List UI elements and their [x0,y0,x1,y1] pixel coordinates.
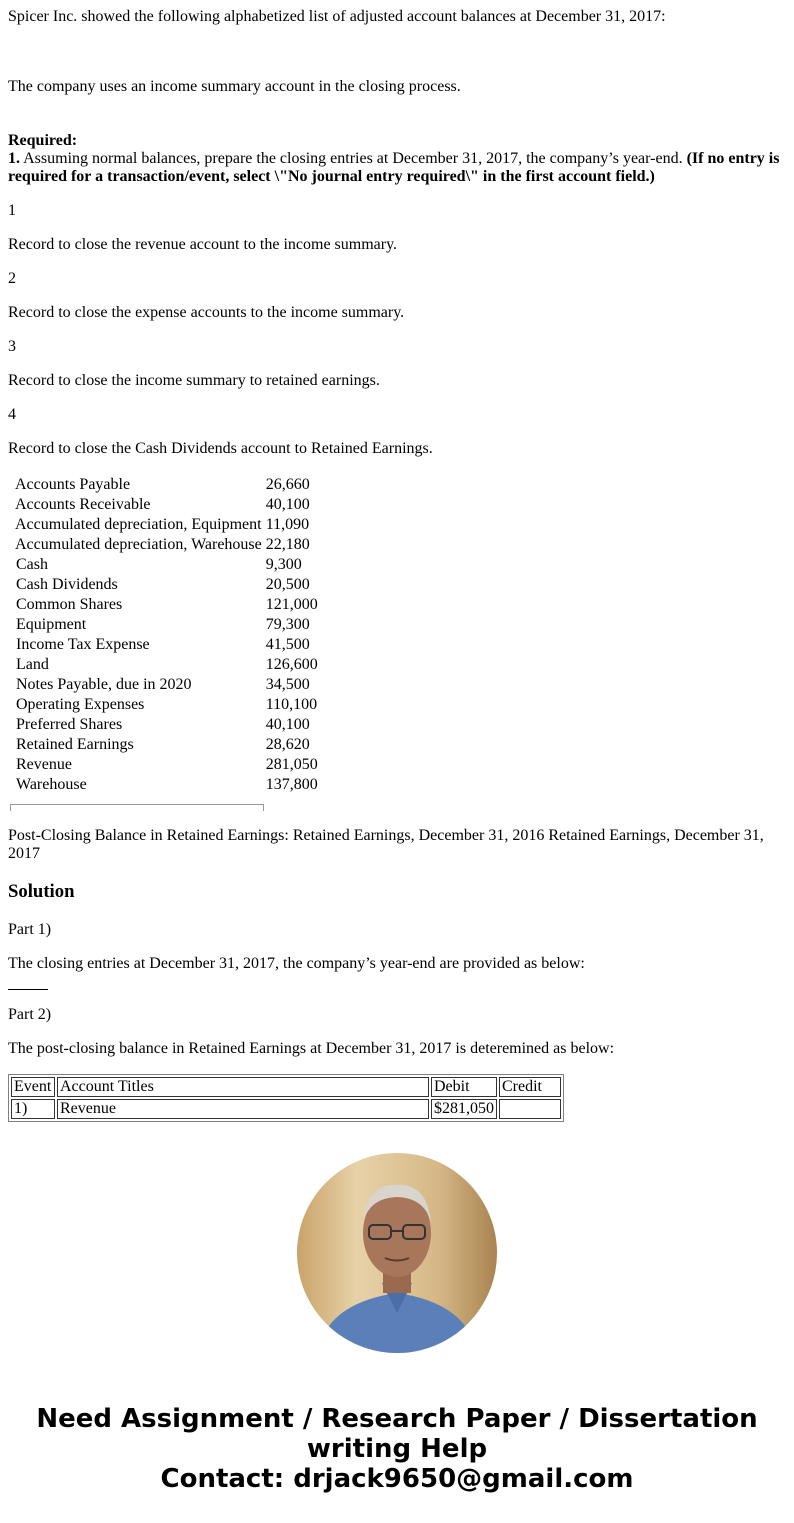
step-text: Record to close the expense accounts to the income summary. [8,304,405,321]
balance-row [10,676,319,694]
step-number: 1 [8,202,16,219]
part2-label: Part 2) [8,1006,52,1023]
balance-row [10,656,319,674]
account-name: Accumulated depreciation, Equipment [15,516,262,533]
account-amount: 40,100 [265,716,310,733]
account-name: Income Tax Expense [16,636,150,653]
account-name: Equipment [16,616,87,633]
promo-section [0,1122,794,1523]
header-debit: Debit [431,1077,497,1097]
account-name: Land [16,656,49,673]
balance-row [10,756,319,774]
balance-row [10,616,319,634]
table-row [11,1099,561,1119]
account-name: Accumulated depreciation, Warehouse [15,536,262,553]
account-amount: 126,600 [265,656,318,673]
account-amount: 26,660 [265,476,310,493]
document-body [8,0,788,1122]
balance-row [10,696,319,714]
account-name: Preferred Shares [16,716,123,733]
cell-credit [499,1099,561,1119]
balance-row [10,476,319,494]
cell-event: 1) [11,1099,55,1119]
closing-note: The company uses an income summary account in the closing process. [8,78,461,95]
solution-heading: Solution [8,881,75,902]
header-credit: Credit [499,1077,561,1097]
account-amount: 22,180 [265,536,310,553]
step-number: 4 [8,406,16,423]
promo-line-2: writing Help [306,1434,488,1464]
account-amount: 28,620 [265,736,310,753]
account-amount: 110,100 [265,696,318,713]
balance-row [10,536,319,554]
account-amount: 137,800 [265,776,318,793]
account-name: Retained Earnings [16,736,134,753]
account-amount: 11,090 [265,516,310,533]
profile-photo [297,1153,497,1353]
step-number: 2 [8,270,16,287]
balance-row [10,636,319,654]
balance-row [10,556,319,574]
account-name: Accounts Receivable [15,496,151,513]
account-name: Accounts Payable [15,476,131,493]
account-amount: 34,500 [265,676,310,693]
post-closing-text: Post-Closing Balance in Retained Earnings: Retained Earnings, December 31, 2016 Retained Earnings, December 31, 2017 [8,827,764,862]
account-name: Cash Dividends [16,576,118,593]
required-block [8,132,788,186]
cell-account: Revenue [57,1099,429,1119]
account-amount: 121,000 [265,596,318,613]
promo-line-1: Need Assignment / Research Paper / Dissertation [36,1404,758,1434]
balance-row [10,716,319,734]
promo-footer [0,1404,794,1494]
req1-instruction: (If no entry is required for a transaction/event, select \"No journal entry required\" in the first account field.) [8,150,780,185]
part1-label: Part 1) [8,921,52,938]
horizontal-scrollbar[interactable] [10,804,264,811]
account-amount: 41,500 [265,636,310,653]
account-name: Notes Payable, due in 2020 [16,676,192,693]
solution-table [8,1074,564,1122]
account-amount: 40,100 [265,496,310,513]
account-name: Revenue [16,756,72,773]
promo-contact: Contact: drjack9650@gmail.com [160,1464,634,1494]
account-name: Warehouse [16,776,87,793]
header-account-titles: Account Titles [57,1077,429,1097]
step-text: Record to close the Cash Dividends account to Retained Earnings. [8,440,433,457]
step-number: 3 [8,338,16,355]
account-amount: 9,300 [265,556,302,573]
step-text: Record to close the revenue account to the income summary. [8,236,398,253]
balance-row [10,496,319,514]
balance-row [10,516,319,534]
divider [8,989,48,990]
part1-text: The closing entries at December 31, 2017, the company’s year-end are provided as below: [8,955,585,972]
account-name: Operating Expenses [16,696,145,713]
table-header-row [11,1077,561,1097]
required-label: Required: [8,132,78,149]
account-amount: 281,050 [265,756,318,773]
balance-row [10,576,319,594]
req1-text: Assuming normal balances, prepare the closing entries at December 31, 2017, the company’s year-end. [20,150,687,167]
balance-row [10,776,319,794]
account-balances-table [8,474,321,796]
balance-row [10,736,319,754]
balance-row [10,596,319,614]
intro-text: Spicer Inc. showed the following alphabetized list of adjusted account balances at December 31, 2017: [8,8,666,25]
step-text: Record to close the income summary to retained earnings. [8,372,380,389]
req1-number: 1. [8,150,20,167]
part2-text: The post-closing balance in Retained Earnings at December 31, 2017 is deteremined as below: [8,1040,615,1057]
account-name: Cash [16,556,48,573]
account-amount: 20,500 [265,576,310,593]
cell-debit: $281,050 [431,1099,497,1119]
account-name: Common Shares [16,596,123,613]
account-amount: 79,300 [265,616,310,633]
header-event: Event [11,1077,55,1097]
